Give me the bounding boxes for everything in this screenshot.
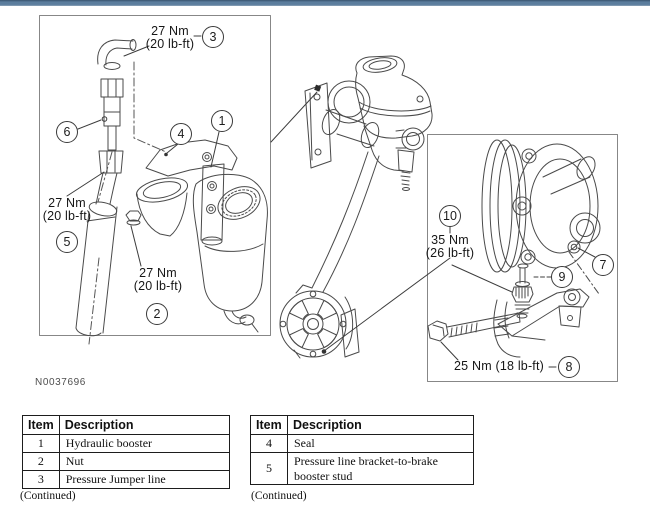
pump-side-art — [482, 140, 600, 272]
item-number: 2 — [23, 453, 60, 471]
table-row — [23, 453, 230, 471]
callout-10: 10 — [439, 205, 461, 227]
table-row — [23, 435, 230, 453]
item-number: 3 — [23, 471, 60, 489]
callout-1: 1 — [211, 110, 233, 132]
pressure-jumper-line-art — [96, 40, 136, 205]
table-header-row — [23, 416, 230, 435]
callout-2: 2 — [146, 303, 168, 325]
torque-value-lbft: (26 lb-ft) — [425, 246, 475, 260]
callout-4: 4 — [170, 123, 192, 145]
torque-label-bracket-bolt — [446, 360, 552, 373]
item-description: Pressure Jumper line — [59, 471, 229, 489]
continued-note-right: (Continued) — [251, 490, 307, 502]
seal-fitting-art — [512, 264, 533, 318]
item-number: 5 — [251, 453, 288, 485]
torque-value: 27 Nm — [48, 196, 86, 210]
torque-value: 35 Nm — [431, 233, 469, 247]
parts-table-left — [22, 415, 230, 489]
table-row — [251, 453, 474, 485]
item-number: 1 — [23, 435, 60, 453]
torque-value-lbft: (20 lb-ft) — [145, 37, 195, 51]
col-header-description: Description — [288, 416, 474, 435]
callout-9: 9 — [551, 266, 573, 288]
item-description: Nut — [59, 453, 229, 471]
table-row — [251, 435, 474, 453]
torque-value-lbft: (20 lb-ft) — [42, 209, 92, 223]
torque-label-jumper-top — [135, 25, 205, 51]
torque-value: 27 Nm — [139, 266, 177, 280]
item-description: Seal — [288, 435, 474, 453]
table-row — [23, 471, 230, 489]
callout-5: 5 — [56, 231, 78, 253]
torque-value: 25 Nm (18 lb-ft) — [453, 359, 545, 373]
item-number: 4 — [251, 435, 288, 453]
nut-art — [126, 211, 141, 225]
bracket-art — [494, 252, 599, 357]
parts-table-right — [250, 415, 474, 485]
callout-3: 3 — [202, 26, 224, 48]
center-assembly-art — [305, 56, 432, 191]
callout-6: 6 — [56, 121, 78, 143]
pressure-hose-art — [312, 152, 379, 292]
figure-id: N0037696 — [35, 377, 86, 388]
col-header-item: Item — [23, 416, 60, 435]
table-header-row — [251, 416, 474, 435]
torque-label-nut — [123, 267, 193, 293]
booster-manifold-art — [134, 140, 237, 245]
continued-note-left: (Continued) — [20, 490, 76, 502]
col-header-description: Description — [59, 416, 229, 435]
torque-label-booster-line — [32, 197, 102, 223]
callout-7: 7 — [592, 254, 614, 276]
col-header-item: Item — [251, 416, 288, 435]
reservoir-left-art — [193, 174, 267, 332]
pump-pulley-front-art — [280, 285, 359, 358]
item-description: Pressure line bracket-to-brake booster stud — [288, 453, 474, 485]
item-description: Hydraulic booster — [59, 435, 229, 453]
torque-label-pump-fitting — [415, 234, 485, 260]
torque-value-lbft: (20 lb-ft) — [133, 279, 183, 293]
callout-8: 8 — [558, 356, 580, 378]
torque-value: 27 Nm — [151, 24, 189, 38]
